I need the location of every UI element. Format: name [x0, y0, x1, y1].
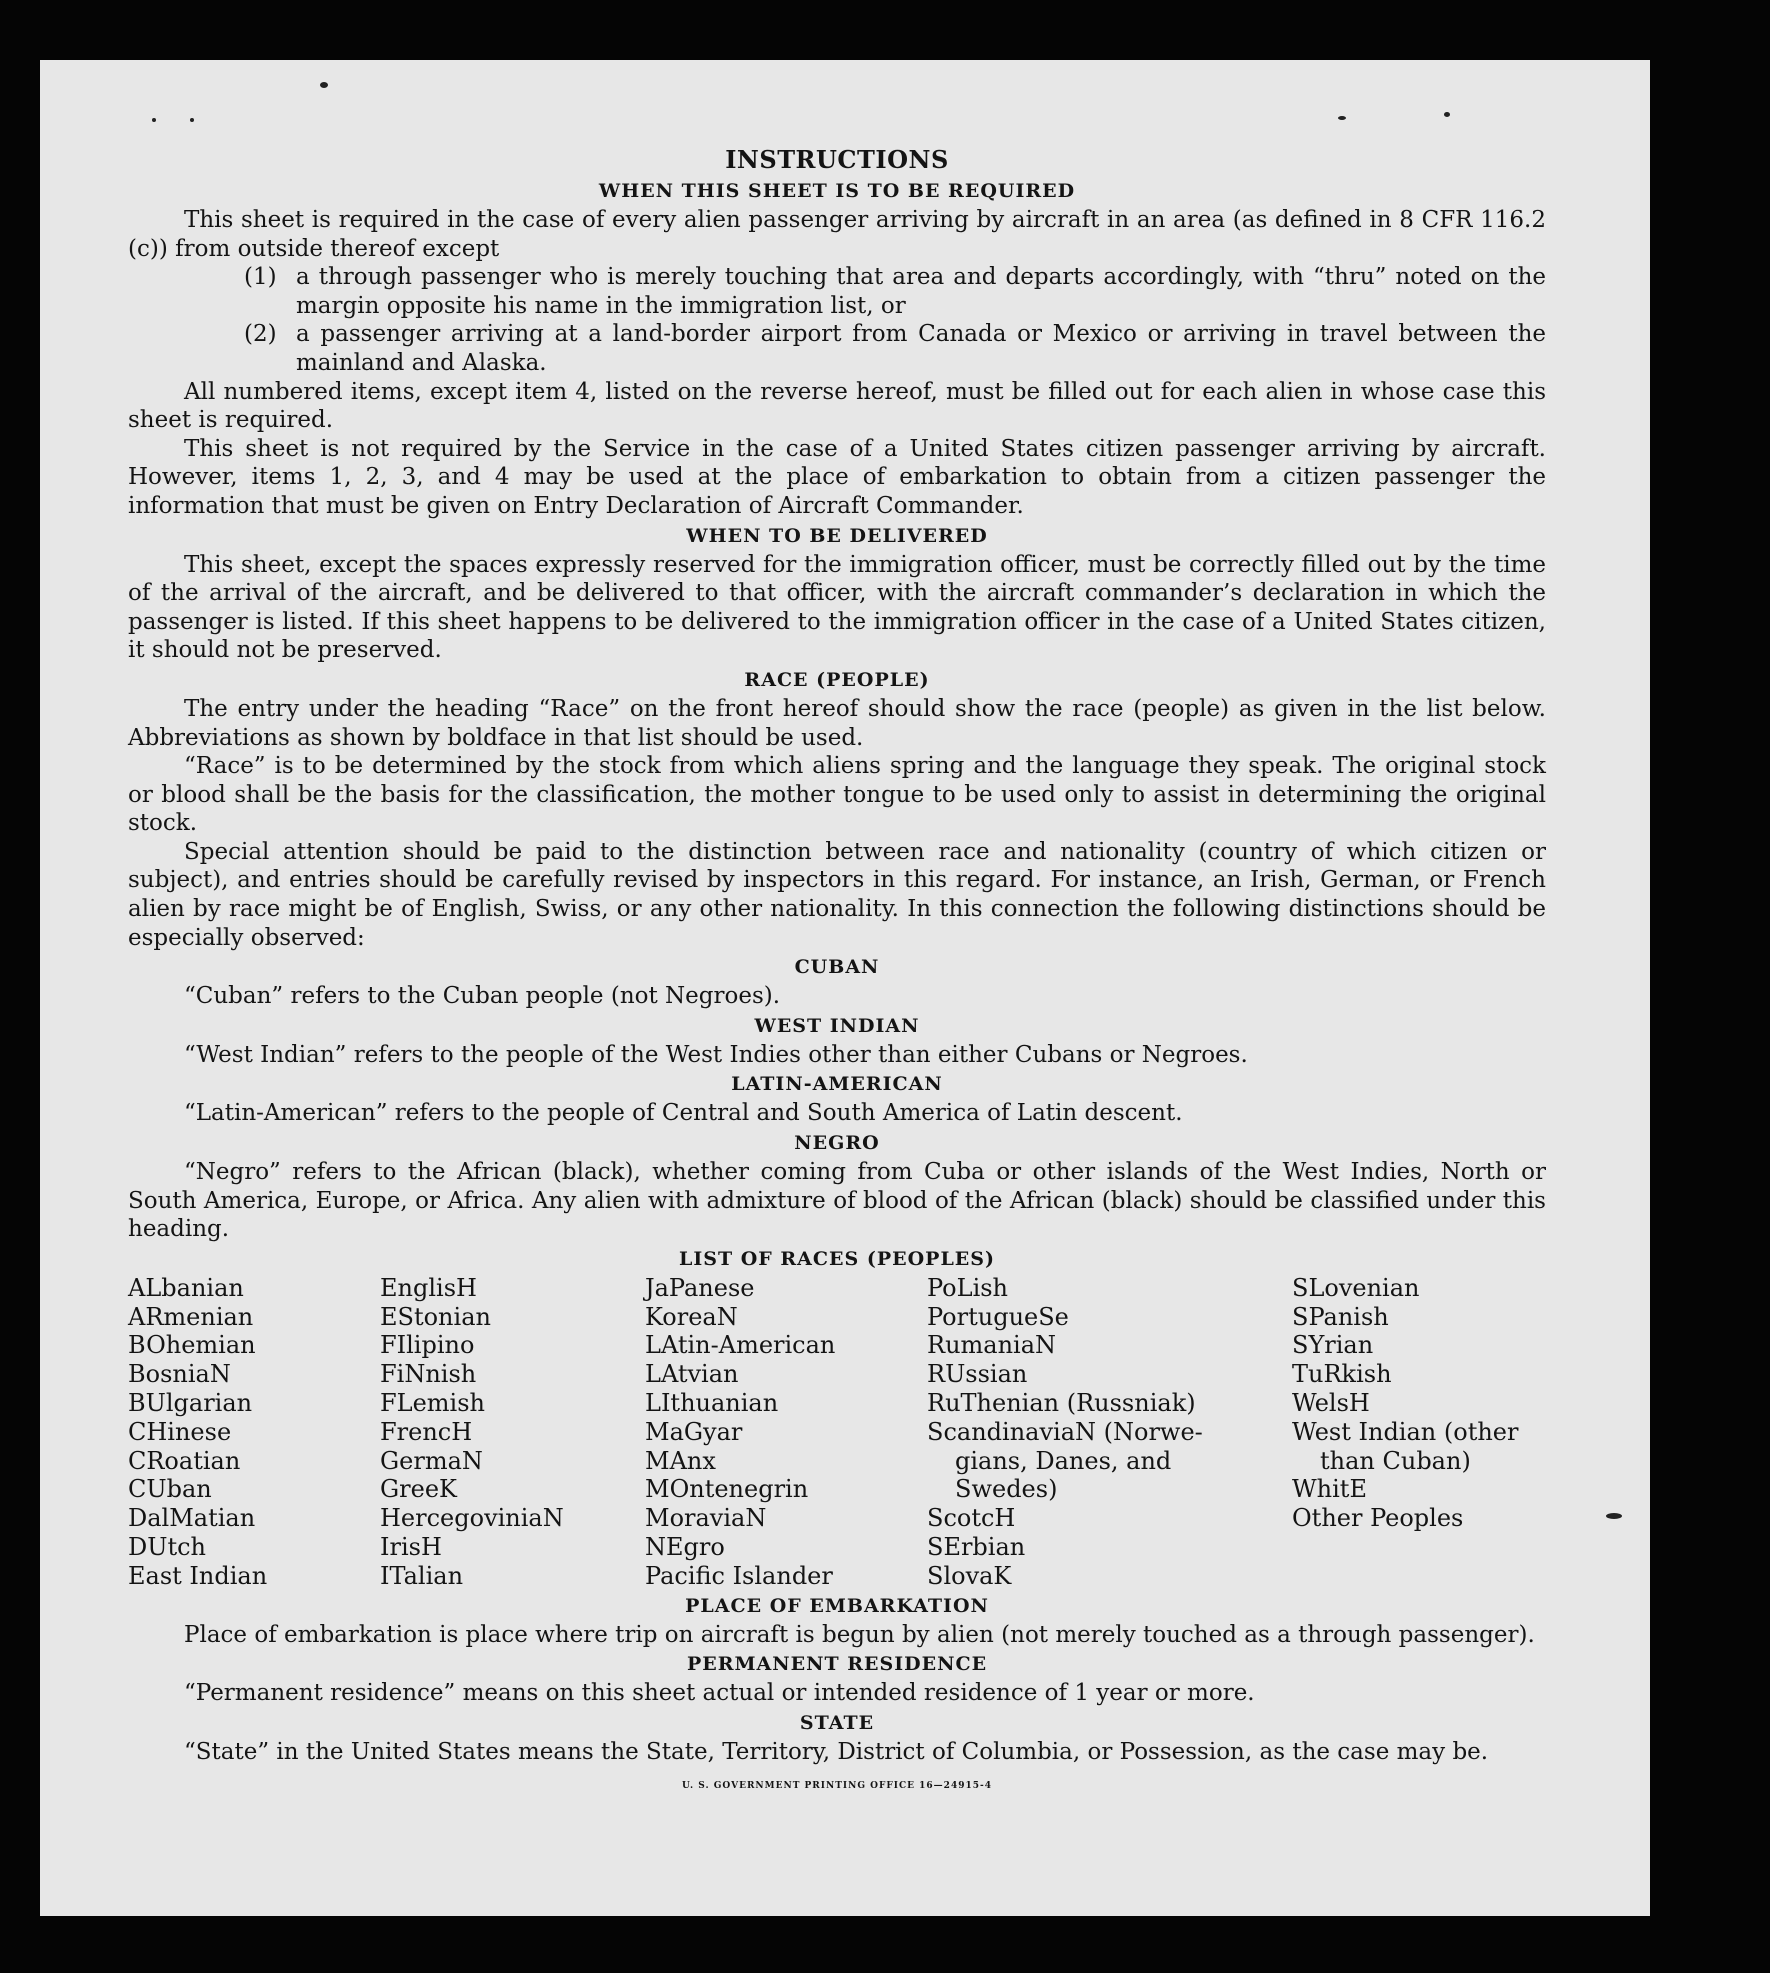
race-entry: BUlgarian — [128, 1389, 253, 1417]
race-entry: FiNnish — [380, 1360, 477, 1389]
race-entry: BosniaN — [128, 1360, 231, 1389]
state-text: “State” in the United States means the State, Territory, District of Columbia, or Possession, as the case may be. — [184, 1738, 1489, 1765]
races-column — [927, 1274, 1292, 1591]
section-heading-state: STATE — [799, 1711, 875, 1734]
races-column — [380, 1274, 645, 1591]
race-paragraph-1: The entry under the heading “Race” on the front hereof should show the race (people) as given in the list below. Abbreviations as shown by boldface in that list should be used. — [128, 695, 1546, 751]
section-heading-west-indian: WEST INDIAN — [754, 1014, 920, 1037]
race-entry: EStonian — [380, 1302, 491, 1331]
race-entry: WelsH — [1292, 1389, 1370, 1417]
race-entry: FLemish — [380, 1389, 485, 1417]
exception-text: a passenger arriving at a land-border airport from Canada or Mexico or arriving in travel between the mainland and Alaska. — [296, 321, 1546, 376]
race-entry: SlovaK — [927, 1561, 1012, 1590]
document-sheet — [40, 60, 1650, 1916]
race-entry: RumaniaN — [927, 1331, 1057, 1360]
race-entry: NEgro — [645, 1532, 725, 1561]
race-paragraph-3: Special attention should be paid to the distinction between race and nationality (country of which citizen or subject), and entries should be carefully revised by inspectors in this regard. For instance, an Irish, German, or French alien by race might be of English, Swiss, or any other nationality. In this connection the following distinctions should be especially observed: — [128, 838, 1546, 951]
races-list — [128, 1274, 1546, 1591]
exception-item — [244, 263, 1546, 320]
race-entry: LAtvian — [645, 1360, 739, 1389]
section-heading-latin-american: LATIN-AMERICAN — [731, 1073, 943, 1096]
race-entry: Other Peoples — [1292, 1504, 1464, 1533]
race-entry: LAtin-American — [645, 1331, 836, 1360]
race-entry: Swedes) — [955, 1475, 1058, 1504]
race-entry: gians, Danes, and — [955, 1446, 1172, 1475]
exception-number: (1) — [244, 264, 277, 291]
race-entry: SLovenian — [1292, 1273, 1420, 1302]
race-entry: DUtch — [128, 1532, 207, 1561]
section-heading-cuban: CUBAN — [794, 956, 880, 979]
race-entry: MaGyar — [645, 1417, 743, 1446]
race-entry: MOntenegrin — [645, 1475, 809, 1504]
race-entry: GermaN — [380, 1446, 483, 1475]
negro-text: “Negro” refers to the African (black), whether coming from Cuba or other islands of the West Indies, North or South America, Europe, or Africa. Any alien with admixture of blood of the African (black) should be classified under this heading. — [128, 1159, 1546, 1243]
exception-item — [244, 320, 1546, 377]
race-entry: LIthuanian — [645, 1389, 779, 1417]
race-entry: FrencH — [380, 1417, 473, 1446]
exception-text: a through passenger who is merely touching that area and departs accordingly, with “thru” noted on the margin opposite his name in the immigration list, or — [296, 264, 1546, 319]
section-heading-when-required: WHEN THIS SHEET IS TO BE REQUIRED — [598, 180, 1076, 202]
numbered-items-paragraph: All numbered items, except item 4, listed on the reverse hereof, must be filled out for each alien in whose case this sheet is required. — [128, 378, 1546, 434]
races-column — [128, 1274, 380, 1591]
west-indian-text: “West Indian” refers to the people of the West Indies other than either Cubans or Negroes. — [184, 1041, 1248, 1068]
race-entry: WhitE — [1292, 1475, 1367, 1504]
race-entry: PortugueSe — [927, 1302, 1069, 1331]
race-entry: ALbanian — [128, 1273, 244, 1302]
race-entry: FIlipino — [380, 1331, 475, 1360]
embarkation-text: Place of embarkation is place where trip on aircraft is begun by alien (not merely touched as a through passenger). — [184, 1621, 1535, 1648]
latin-american-text: “Latin-American” refers to the people of Central and South America of Latin descent. — [184, 1100, 1183, 1127]
race-entry: ITalian — [380, 1561, 464, 1590]
cuban-text: “Cuban” refers to the Cuban people (not Negroes). — [184, 983, 781, 1010]
instructions-content — [128, 138, 1546, 1801]
section-heading-embarkation: PLACE OF EMBARKATION — [685, 1594, 989, 1617]
race-entry: East Indian — [128, 1561, 268, 1590]
section-heading-races-list: LIST OF RACES (PEOPLES) — [679, 1247, 995, 1270]
race-entry: than Cuban) — [1320, 1446, 1471, 1475]
when-required-intro: This sheet is required in the case of every alien passenger arriving by aircraft in an area (as defined in 8 CFR 116.2 (c)) from outside thereof except — [128, 207, 1546, 262]
race-entry: CRoatian — [128, 1446, 241, 1475]
race-entry: RUssian — [927, 1360, 1028, 1389]
races-column — [1292, 1274, 1546, 1591]
race-entry: PoLish — [927, 1273, 1009, 1302]
race-entry: ScotcH — [927, 1504, 1016, 1533]
permanent-residence-text: “Permanent residence” means on this sheet actual or intended residence of 1 year or more. — [184, 1680, 1255, 1707]
race-entry: SYrian — [1292, 1331, 1374, 1360]
race-entry: ARmenian — [128, 1302, 254, 1331]
exception-number: (2) — [244, 321, 277, 348]
race-entry: MAnx — [645, 1446, 716, 1475]
race-entry: JaPanese — [645, 1273, 755, 1302]
race-entry: IrisH — [380, 1532, 442, 1561]
race-entry: EnglisH — [380, 1273, 477, 1302]
race-entry: West Indian (other — [1292, 1417, 1519, 1446]
race-entry: MoraviaN — [645, 1504, 767, 1533]
race-entry: RuThenian (Russniak) — [927, 1389, 1196, 1417]
section-heading-race: RACE (PEOPLE) — [744, 668, 930, 691]
race-entry: SErbian — [927, 1532, 1026, 1561]
race-entry: CUban — [128, 1475, 212, 1504]
printer-imprint: U. S. GOVERNMENT PRINTING OFFICE 16—24915-4 — [682, 1781, 992, 1792]
race-entry: KoreaN — [645, 1302, 738, 1331]
race-entry: ScandinaviaN (Norwe- — [927, 1417, 1203, 1446]
section-heading-negro: NEGRO — [794, 1132, 880, 1155]
races-column — [645, 1274, 927, 1591]
page-title: INSTRUCTIONS — [725, 145, 949, 174]
race-entry: TuRkish — [1292, 1360, 1392, 1389]
when-delivered-text: This sheet, except the spaces expressly reserved for the immigration officer, must be correctly filled out by the time of the arrival of the aircraft, and be delivered to that officer, with the aircraft commander’s declaration in which the passenger is listed. If this sheet happens to be delivered to the immigration officer in the case of a United States citizen, it should not be preserved. — [128, 551, 1546, 664]
race-entry: BOhemian — [128, 1331, 256, 1360]
race-entry: Pacific Islander — [645, 1561, 833, 1590]
race-paragraph-2: “Race” is to be determined by the stock from which aliens spring and the language they speak. The original stock or blood shall be the basis for the classification, the mother tongue to be used only to assist in determining the original stock. — [128, 753, 1546, 837]
race-entry: SPanish — [1292, 1302, 1389, 1331]
section-heading-permanent-residence: PERMANENT RESIDENCE — [686, 1653, 988, 1676]
race-entry: HercegoviniaN — [380, 1504, 564, 1533]
race-entry: CHinese — [128, 1417, 232, 1446]
race-entry: GreeK — [380, 1475, 457, 1504]
race-entry: DalMatian — [128, 1504, 256, 1533]
citizen-paragraph: This sheet is not required by the Service in the case of a United States citizen passenger arriving by aircraft. However, items 1, 2, 3, and 4 may be used at the place of embarkation to obtain from a citizen passenger the information that must be given on Entry Declaration of Aircraft Commander. — [128, 435, 1546, 519]
section-heading-when-delivered: WHEN TO BE DELIVERED — [686, 524, 988, 547]
